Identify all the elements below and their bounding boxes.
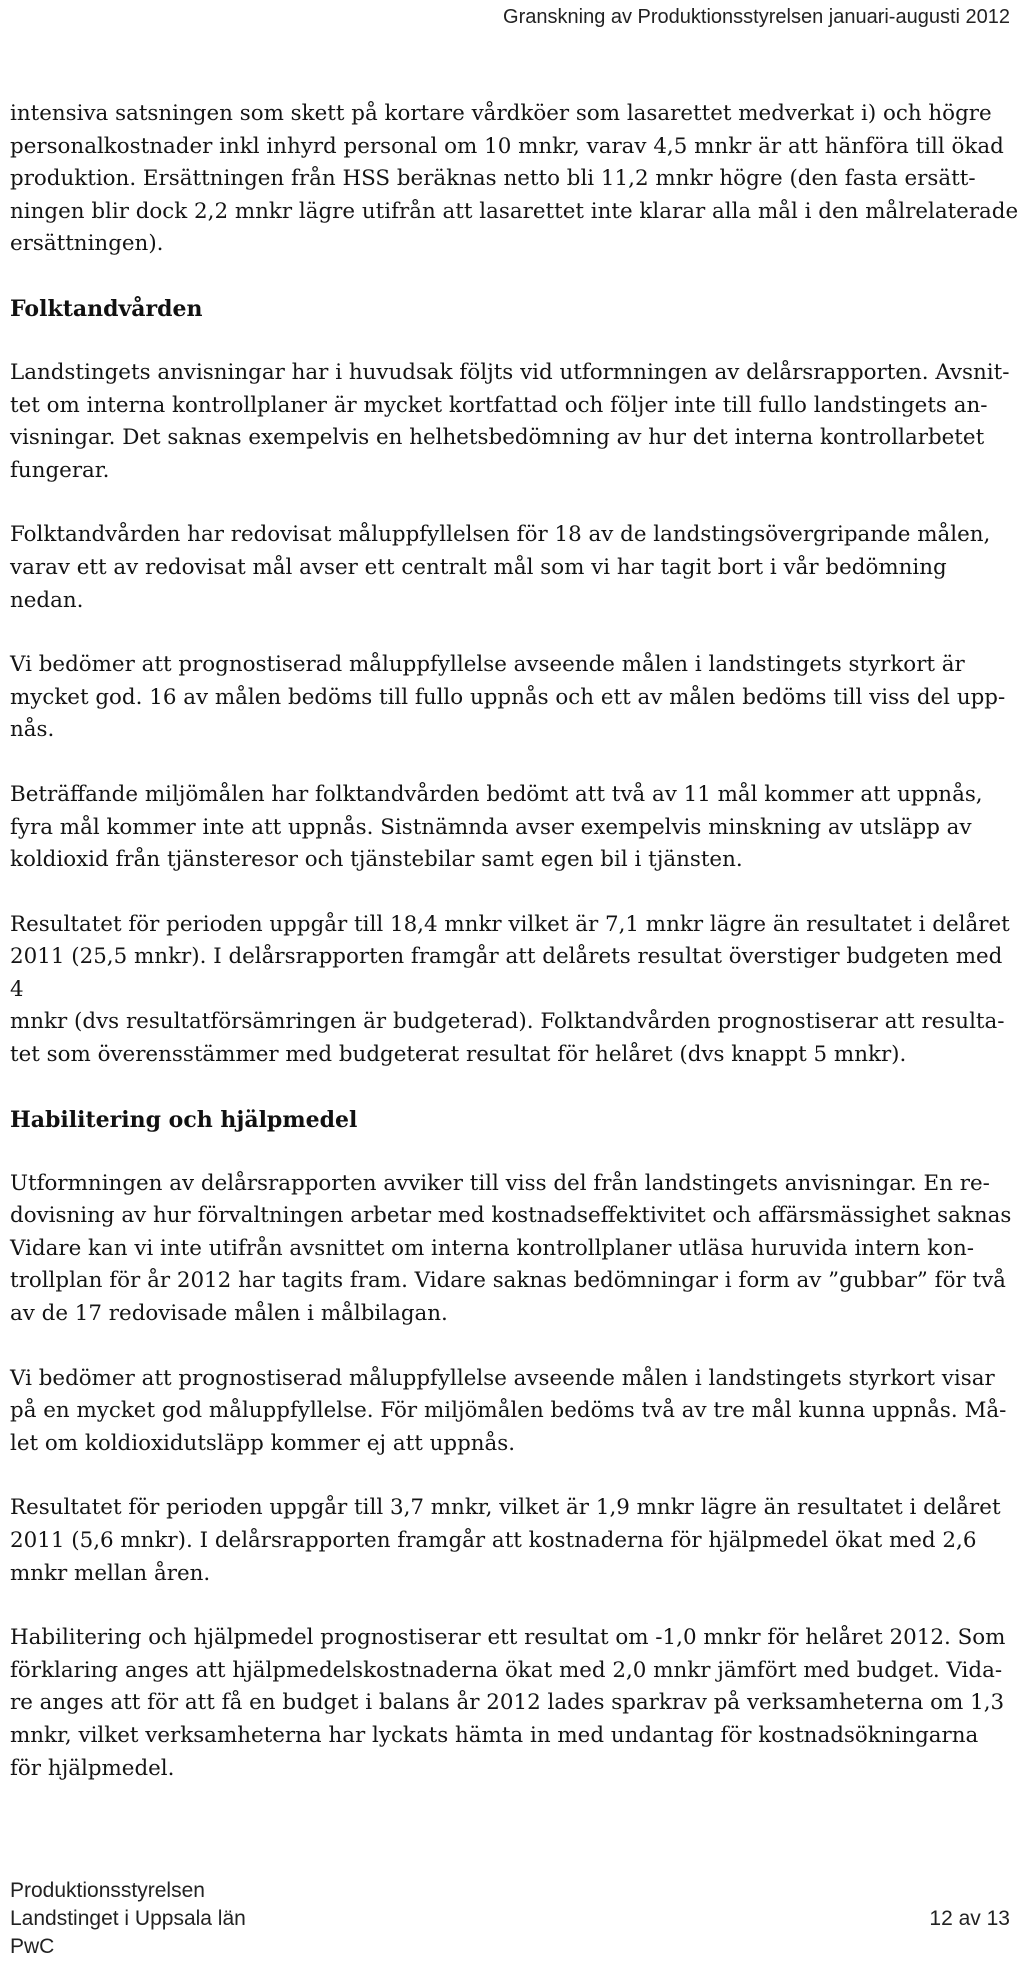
paragraph-folktand-resultat: Resultatet för perioden uppgår till 18,4 mnkr vilket är 7,1 mnkr lägre än resultatet i delåret 2011 (25,5 mnkr). I delårsrapporten framgår att delårets resultat överstiger budgeten med 4 mnkr (dvs resultatförsämringen är budgeterad). Folktandvården prognostiserar att resulta- tet som överensstämmer med budgeterat resultat för helåret (dvs knappt 5 mnkr). <box>10 911 1010 1068</box>
paragraph-habilitering-prognos: Habilitering och hjälpmedel prognostiserar ett resultat om -1,0 mnkr för helåret 2012. Som förklaring anges att hjälpmedelskostnaderna ökat med 2,0 mnkr jämfört med budget. Vida- re anges att för att få en budget i balans år 2012 lades sparkrav på verksamheterna om 1,3 mnkr, vilket verksamheterna har lyckats hämta in med undantag för kostnadsökningarna för hjälpmedel. <box>10 1625 1006 1781</box>
paragraph-habilitering-utformning: Utformningen av delårsrapporten avviker till viss del från landstingets anvisningar. En re- dovisning av hur förvaltningen arbetar med kostnadseffektivitet och affärsmässighet saknas Vidare kan vi inte utifrån avsnittet om interna kontrollplaner utläsa huruvida intern kon- trollplan för år 2012 har tagits fram. Vidare saknas bedömningar i form av ”gubbar” för två av de 17 redovisade målen i målbilagan. <box>10 1170 1012 1327</box>
paragraph-folktand-bedomning: Vi bedömer att prognostiserad måluppfyllelse avseende målen i landstingets styrkort är mycket god. 16 av målen bedöms till fullo uppnås och ett av målen bedöms till viss del upp- nås. <box>10 652 1006 743</box>
section-heading-habilitering: Habilitering och hjälpmedel <box>10 1106 358 1133</box>
page-footer <box>10 1877 246 1961</box>
paragraph-habilitering-bedomning: Vi bedömer att prognostiserad måluppfyllelse avseende målen i landstingets styrkort visar på en mycket god måluppfyllelse. För miljömålen bedöms två av tre mål kunna uppnås. Må- let om koldioxidutsläpp kommer ej att uppnås. <box>10 1365 1007 1456</box>
section-heading-folktandvarden: Folktandvården <box>10 295 203 322</box>
footer-company: PwC <box>10 1935 55 1958</box>
paragraph-folktand-miljomal: Beträffande miljömålen har folktandvården bedömt att två av 11 mål kommer att uppnås, fyra mål kommer inte att uppnås. Sistnämnda avser exempelvis minskning av utsläpp av koldioxid från tjänsteresor och tjänstebilar samt egen bil i tjänsten. <box>10 781 983 873</box>
document-body <box>10 98 1020 1817</box>
paragraph-habilitering-resultat: Resultatet för perioden uppgår till 3,7 mnkr, vilket är 1,9 mnkr lägre än resultatet i delåret 2011 (5,6 mnkr). I delårsrapporten framgår att kostnaderna för hjälpmedel ökat med 2,6 mnkr mellan åren. <box>10 1495 1001 1586</box>
paragraph-intro-continuation: intensiva satsningen som skett på kortare vårdköer som lasarettet medverkat i) och högre personalkostnader inkl inhyrd personal om 10 mnkr, varav 4,5 mnkr är att hänföra till ökad produktion. Ersättningen från HSS beräknas netto bli 11,2 mnkr högre (den fasta ersätt- ningen blir dock 2,2 mnkr lägre utifrån att lasarettet inte klarar alla mål i den målrelaterade ersättningen). <box>10 101 1019 257</box>
paragraph-folktand-maluppfyllelse: Folktandvården har redovisat måluppfyllelsen för 18 av de landstingsövergripande målen, varav ett av redovisat mål avser ett centralt mål som vi har tagit bort i vår bedömning nedan. <box>10 522 991 613</box>
page-number: 12 av 13 <box>929 1907 1010 1930</box>
footer-organization: Produktionsstyrelsen <box>10 1879 205 1902</box>
paragraph-folktand-anvisningar: Landstingets anvisningar har i huvudsak följts vid utformningen av delårsrapporten. Avsnit- tet om interna kontrollplaner är mycket kortfattad och följer inte till fullo landstingets an- visningar. Det saknas exempelvis en helhetsbedömning av hur det interna kontrollarbetet fungerar. <box>10 359 1010 483</box>
page-header-title: Granskning av Produktionsstyrelsen januari-augusti 2012 <box>503 6 1010 28</box>
footer-county: Landstinget i Uppsala län <box>10 1907 246 1930</box>
